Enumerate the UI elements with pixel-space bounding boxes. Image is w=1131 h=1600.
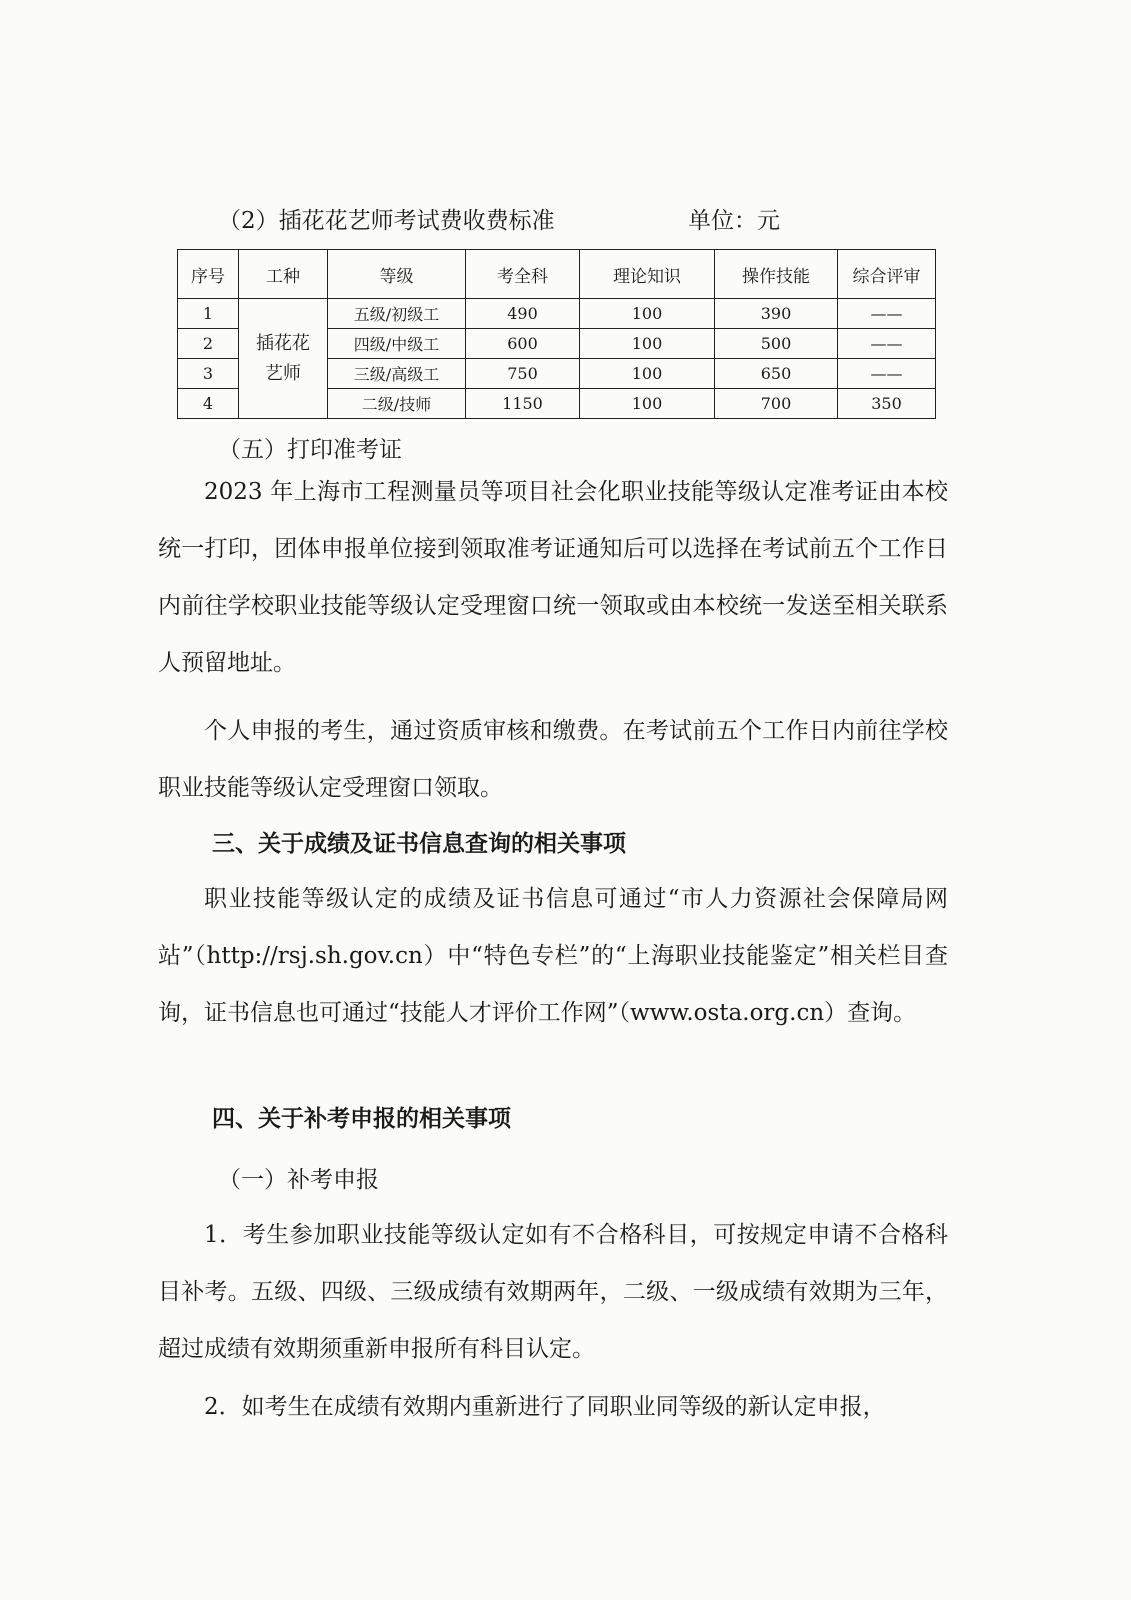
cell-theory: 100 [580, 299, 715, 329]
cell-no: 4 [178, 389, 239, 419]
cell-skill: 650 [715, 359, 838, 389]
subsection1-title: （一）补考申报 [218, 1167, 379, 1193]
cell-theory: 100 [580, 389, 715, 419]
section5-paragraph-1: 2023 年上海市工程测量员等项目社会化职业技能等级认定准考证由本校统一打印，团体申报单位接到领取准考证通知后可以选择在考试前五个工作日内前往学校职业技能等级认定受理窗口统一领取或由本校统一发送至相关联系人预留地址。 [158, 479, 948, 676]
cell-full: 600 [466, 329, 580, 359]
item1-paragraph: 1．考生参加职业技能等级认定如有不合格科目，可按规定申请不合格科目补考。五级、四级、三级成绩有效期两年，二级、一级成绩有效期为三年，超过成绩有效期须重新申报所有科目认定。 [158, 1222, 948, 1362]
cell-review: 350 [838, 389, 936, 419]
job-name: 插花花艺师 [256, 332, 310, 384]
cell-level: 四级/中级工 [328, 329, 466, 359]
table-caption-unit: 单位：元 [688, 208, 780, 234]
cell-theory: 100 [580, 329, 715, 359]
section4-heading: 四、关于补考申报的相关事项 [212, 1105, 511, 1132]
cell-no: 3 [178, 359, 239, 389]
cell-skill: 390 [715, 299, 838, 329]
cell-skill: 700 [715, 389, 838, 419]
header-cell: 理论知识 [580, 250, 715, 299]
item2-paragraph: 2．如考生在成绩有效期内重新进行了同职业同等级的新认定申报， [204, 1394, 886, 1420]
header-cell: 等级 [328, 250, 466, 299]
cell-no: 2 [178, 329, 239, 359]
section5-paragraph-2: 个人申报的考生，通过资质审核和缴费。在考试前五个工作日内前往学校职业技能等级认定受理窗口领取。 [158, 718, 948, 801]
section5-title: （五）打印准考证 [218, 437, 402, 463]
cell-level: 五级/初级工 [328, 299, 466, 329]
cell-level: 三级/高级工 [328, 359, 466, 389]
cell-skill: 500 [715, 329, 838, 359]
header-cell: 操作技能 [715, 250, 838, 299]
table-header-row [178, 250, 936, 299]
cell-review: —— [838, 329, 936, 359]
cell-review: —— [838, 299, 936, 329]
cell-full: 750 [466, 359, 580, 389]
fee-table [177, 249, 936, 419]
header-cell: 考全科 [466, 250, 580, 299]
table-caption-title: （2）插花花艺师考试费收费标准 [218, 208, 555, 234]
cell-review: —— [838, 359, 936, 389]
table-caption [218, 203, 798, 239]
cell-theory: 100 [580, 359, 715, 389]
section3-paragraph: 职业技能等级认定的成绩及证书信息可通过“市人力资源社会保障局网站”（http://rsj.sh.gov.cn）中“特色专栏”的“上海职业技能鉴定”相关栏目查询，证书信息也可通过“技能人才评价工作网”（www.osta.org.cn）查询。 [158, 886, 948, 1026]
header-cell: 工种 [239, 250, 328, 299]
cell-full: 490 [466, 299, 580, 329]
cell-full: 1150 [466, 389, 580, 419]
cell-no: 1 [178, 299, 239, 329]
cell-level: 二级/技师 [328, 389, 466, 419]
header-cell: 序号 [178, 250, 239, 299]
table-row [178, 299, 936, 329]
header-cell: 综合评审 [838, 250, 936, 299]
cell-job [239, 299, 328, 419]
section3-heading: 三、关于成绩及证书信息查询的相关事项 [212, 830, 626, 857]
